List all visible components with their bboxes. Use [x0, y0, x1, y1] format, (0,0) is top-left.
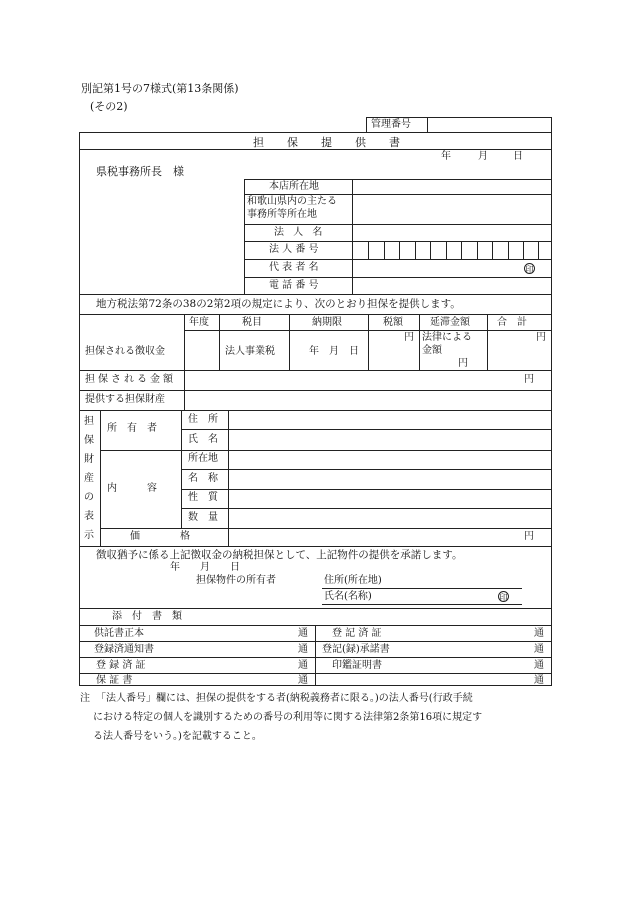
sub-part: (その2): [90, 100, 128, 113]
note-line-2: における特定の個人を識別するための番号の利用等に関する法律第2条第16項に規定す: [93, 712, 483, 723]
tax-item-value: 法人事業税: [225, 346, 275, 357]
vertical-label-6: 表: [84, 511, 94, 522]
attach-left-unit-2: 通: [298, 644, 308, 655]
penalty-label-2: 金額: [422, 345, 442, 356]
attach-left-1: 供託書正本: [94, 628, 144, 639]
owner-label: 所 有 者: [107, 423, 157, 434]
consent-address-label: 住所(所在地): [324, 575, 382, 586]
representative-label: 代 表 者 名: [269, 262, 319, 273]
statement: 地方税法第72条の38の2第2項の規定により、次のとおり担保を提供します。: [96, 298, 461, 310]
form-title: 別記第1号の7様式(第13条関係): [81, 82, 239, 95]
penalty-label-1: 法律による: [422, 332, 472, 343]
vertical-label-5: の: [84, 492, 94, 503]
attach-left-unit-1: 通: [298, 628, 308, 639]
col-due-date: 納期限: [312, 317, 342, 328]
col-tax-item: 税目: [242, 317, 262, 328]
price-label: 価 格: [130, 531, 190, 542]
consent-name-label: 氏名(名称): [324, 591, 372, 602]
attach-left-unit-3: 通: [298, 660, 308, 671]
secured-collection-label: 担保される徴収金: [85, 346, 165, 357]
total-yen: 円: [536, 332, 546, 343]
attach-right-2: 登記(録)承諾書: [322, 644, 390, 655]
attach-right-3: 印鑑証明書: [332, 660, 382, 671]
vertical-label-7: 示: [84, 530, 94, 541]
secured-amount-yen: 円: [524, 374, 534, 385]
owner-name-label: 氏 名: [188, 434, 218, 445]
date-month: 月: [478, 151, 488, 162]
attach-left-4: 保 証 書: [96, 675, 133, 686]
wakayama-office-label-1: 和歌山県内の主たる: [247, 196, 337, 207]
due-date-value: 年 月 日: [309, 346, 359, 357]
management-number-label: 管理番号: [371, 119, 411, 130]
note-line-3: る法人番号をいう。)を記載すること。: [93, 731, 262, 742]
attach-left-2: 登録済通知書: [94, 644, 154, 655]
provided-property-label: 提供する担保財産: [85, 394, 165, 405]
vertical-label-1: 担: [84, 416, 94, 427]
note-line-1: 「法人番号」欄には、担保の提供をする者(納税義務者に限る。)の法人番号(行政手続: [96, 693, 473, 704]
attach-right-unit-1: 通: [534, 628, 544, 639]
form-heading: 担 保 提 供 書: [253, 136, 406, 149]
location-label: 所在地: [188, 453, 218, 464]
attach-right-unit-3: 通: [534, 660, 544, 671]
owner-address-label: 住 所: [188, 414, 218, 425]
head-office-label: 本店所在地: [269, 181, 319, 192]
col-total: 合 計: [497, 317, 527, 328]
title-label: 名 称: [188, 473, 218, 484]
applicant-seal-icon: 印: [525, 265, 534, 274]
consent-text: 徴収猶予に係る上記徴収金の納税担保として、上記物件の提供を承諾します。: [96, 549, 463, 561]
price-yen: 円: [524, 531, 534, 542]
attach-right-unit-2: 通: [534, 644, 544, 655]
consent-seal-icon: 印: [499, 593, 508, 602]
attach-right-1: 登 記 済 証: [332, 628, 382, 639]
vertical-label-4: 産: [84, 473, 94, 484]
vertical-label-3: 財: [84, 454, 94, 465]
attach-left-3: 登 録 済 証: [96, 660, 146, 671]
consent-owner-label: 担保物件の所有者: [196, 575, 276, 586]
date-year: 年: [441, 151, 451, 162]
attach-left-unit-4: 通: [298, 675, 308, 686]
col-tax-amount: 税額: [383, 317, 403, 328]
addressee: 県税事務所長 様: [96, 165, 184, 178]
col-year: 年度: [189, 317, 209, 328]
corp-name-label: 法 人 名: [274, 227, 326, 238]
col-penalty: 延滞金額: [430, 317, 470, 328]
vertical-label-2: 保: [84, 435, 94, 446]
consent-date: 年 月 日: [170, 562, 240, 573]
date-day: 日: [513, 151, 523, 162]
penalty-yen: 円: [458, 358, 468, 369]
attachments-header: 添 付 書 類: [112, 611, 182, 622]
tax-yen: 円: [404, 332, 414, 343]
quantity-label: 数 量: [188, 512, 218, 523]
secured-amount-label: 担保される金額: [85, 374, 176, 385]
phone-label: 電 話 番 号: [269, 280, 319, 291]
note-label: 注: [80, 693, 90, 704]
corp-number-label: 法 人 番 号: [269, 244, 319, 255]
content-label: 内 容: [107, 483, 157, 494]
nature-label: 性 質: [188, 492, 218, 503]
attach-right-unit-4: 通: [534, 675, 544, 686]
wakayama-office-label-2: 事務所等所在地: [247, 209, 317, 220]
